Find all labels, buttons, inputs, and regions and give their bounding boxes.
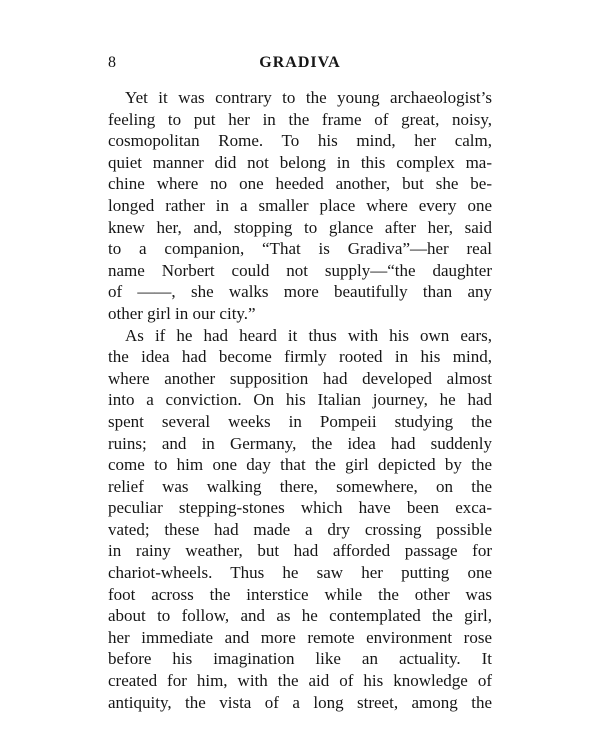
text-line: vated; these had made a dry crossing possible bbox=[108, 519, 492, 539]
text-line: created for him, with the aid of his knowledge of bbox=[108, 671, 492, 691]
text-line: before his imagination like an actuality. It bbox=[108, 649, 492, 669]
text-line: come to him one day that the girl depicted by the bbox=[108, 455, 492, 475]
text-line: into a conviction. On his Italian journey, he had bbox=[108, 390, 492, 410]
body-text bbox=[108, 87, 492, 713]
text-line: other girl in our city.” bbox=[108, 303, 256, 323]
text-line: peculiar stepping-stones which have been exca- bbox=[108, 498, 492, 518]
text-line: antiquity, the vista of a long street, among the bbox=[108, 692, 492, 712]
text-line: ruins; and in Germany, the idea had suddenly bbox=[108, 433, 492, 453]
text-line: about to follow, and as he contemplated the girl, bbox=[108, 606, 492, 626]
text-line: knew her, and, stopping to glance after her, said bbox=[108, 217, 492, 237]
text-line: spent several weeks in Pompeii studying the bbox=[108, 411, 492, 431]
text-line: chariot-wheels. Thus he saw her putting one bbox=[108, 563, 492, 583]
text-line: of ——, she walks more beautifully than any bbox=[108, 282, 492, 302]
text-line: the idea had become firmly rooted in his mind, bbox=[108, 347, 492, 367]
running-title: GRADIVA bbox=[259, 54, 341, 71]
text-line: longed rather in a smaller place where every one bbox=[108, 195, 492, 215]
text-line: quiet manner did not belong in this complex ma- bbox=[108, 152, 492, 172]
text-line: where another supposition had developed almost bbox=[108, 368, 492, 388]
text-line: in rainy weather, but had afforded passage for bbox=[108, 541, 492, 561]
text-line: As if he had heard it thus with his own ears, bbox=[125, 325, 492, 345]
text-line: name Norbert could not supply—“the daughter bbox=[108, 260, 492, 280]
text-line: relief was walking there, somewhere, on the bbox=[108, 476, 492, 496]
text-line: feeling to put her in the frame of great, noisy, bbox=[108, 109, 492, 129]
text-line: Yet it was contrary to the young archaeologist’s bbox=[125, 88, 492, 107]
text-line: chine where no one heeded another, but she be- bbox=[108, 174, 492, 194]
text-line: cosmopolitan Rome. To his mind, her calm, bbox=[108, 131, 492, 151]
running-head bbox=[108, 52, 492, 74]
page-number: 8 bbox=[108, 54, 116, 71]
text-line: her immediate and more remote environment rose bbox=[108, 627, 492, 647]
text-line: to a companion, “That is Gradiva”—her real bbox=[108, 239, 492, 259]
text-line: foot across the interstice while the other was bbox=[108, 584, 492, 604]
